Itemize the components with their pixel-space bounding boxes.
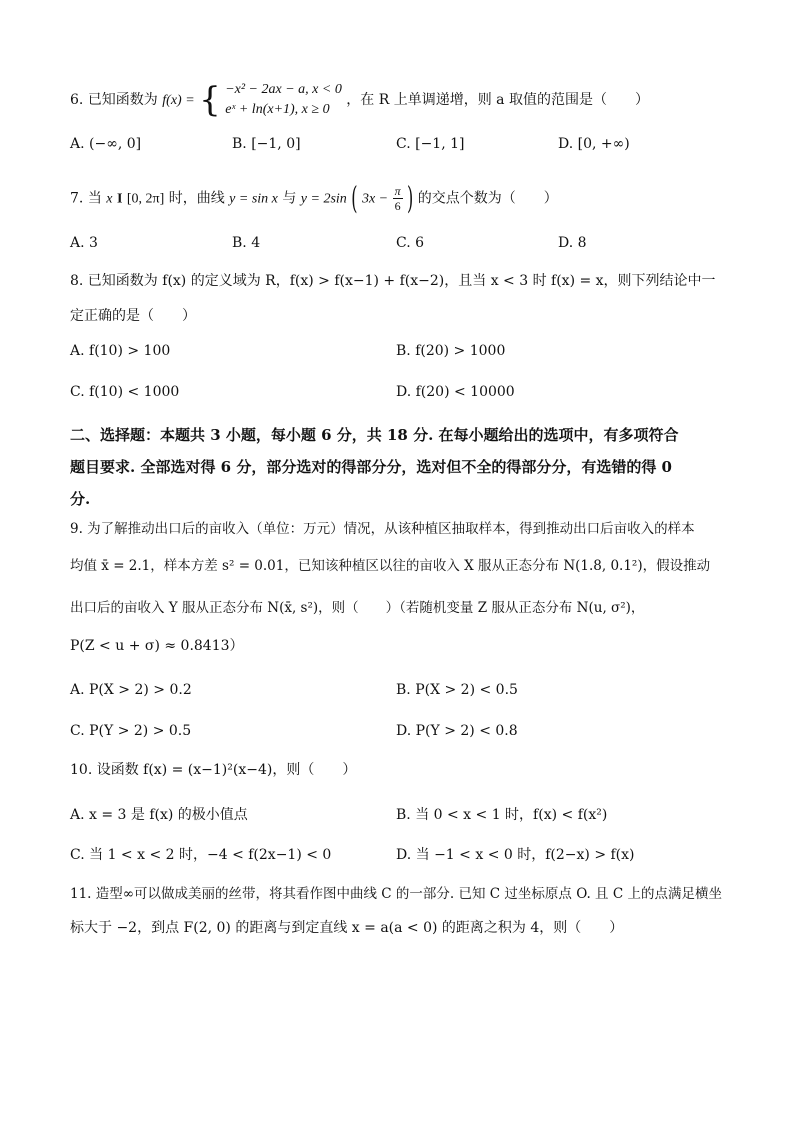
option-b: B. f(20) > 1000 (396, 343, 506, 359)
option-b: B. 4 (232, 235, 261, 251)
option-c: C. 当 1 < x < 2 时，−4 < f(2x−1) < 0 (70, 847, 332, 863)
variable: x (106, 191, 113, 207)
question-text-suffix: 的交点个数为（ ） (417, 190, 558, 207)
question-7-stem (70, 179, 558, 216)
option-d: D. 8 (558, 235, 587, 251)
option-b: B. 当 0 < x < 1 时，f(x) < f(x²) (396, 807, 608, 823)
function-label: f(x) = (162, 93, 195, 108)
question-text-suffix: ，在 R 上单调递增，则 a 取值的范围是（ ） (346, 92, 649, 108)
option-b: B. P(X > 2) < 0.5 (396, 682, 518, 698)
option-b: B. [−1, 0] (232, 136, 301, 152)
section-heading-line-2: 题目要求. 全部选对得 6 分，部分选对的得部分分，选对但不全的得部分分，有选错的得 0 (70, 458, 672, 476)
fraction-pi-over-6 (393, 184, 403, 213)
question-8-line-1: 8. 已知函数为 f(x) 的定义域为 R，f(x) > f(x−1) + f(x−2)，且当 x < 3 时 f(x) = x，则下列结论中一 (70, 273, 716, 289)
question-text: 时，曲线 (168, 190, 225, 207)
interval: [0, 2π] (126, 191, 165, 207)
option-d: D. 当 −1 < x < 0 时，f(2−x) > f(x) (396, 847, 635, 863)
question-11-line-2: 标大于 −2，到点 F(2, 0) 的距离与到定直线 x = a(a < 0) 的距离之积为 4，则（ ） (70, 920, 624, 936)
piece-2: eˣ + ln(x+1), x ≥ 0 (225, 102, 330, 117)
question-9-line-2: 均值 x̄ = 2.1，样本方差 s² = 0.01，已知该种植区以往的亩收入 X 服从正态分布 N(1.8, 0.1²)，假设推动 (70, 558, 711, 574)
option-c: C. [−1, 1] (396, 136, 465, 152)
question-text: 与 (282, 190, 297, 207)
piece-1: −x² − 2ax − a, x < 0 (225, 82, 342, 97)
curve-2: y = 2sin (300, 191, 347, 207)
curve-1: y = sin x (229, 191, 278, 207)
option-d: D. P(Y > 2) < 0.8 (396, 723, 518, 739)
question-6-stem (70, 80, 649, 120)
element-of-symbol: Ι (116, 191, 123, 207)
option-d: D. f(20) < 10000 (396, 384, 515, 400)
left-brace: { (199, 80, 221, 120)
question-text: 已知函数为 (87, 92, 158, 108)
curve-2-argument: 3x − (361, 191, 389, 207)
option-a: A. 3 (70, 235, 98, 251)
question-9-line-4: P(Z < u + σ) ≈ 0.8413） (70, 638, 244, 654)
piecewise-function (199, 80, 342, 120)
question-9-line-1: 9. 为了解推动出口后的亩收入（单位：万元）情况，从该种植区抽取样本，得到推动出口后亩收入的样本 (70, 521, 695, 537)
question-number: 7. (70, 190, 84, 207)
fraction-denominator: 6 (394, 199, 401, 213)
right-paren: ) (407, 179, 414, 216)
section-heading-line-3: 分. (70, 490, 91, 508)
section-heading-line-1: 二、选择题：本题共 3 小题，每小题 6 分，共 18 分. 在每小题给出的选项中，有多项符合 (70, 426, 679, 444)
option-c: C. 6 (396, 235, 425, 251)
question-11-line-1: 11. 造型∞可以做成美丽的丝带，将其看作图中曲线 C 的一部分. 已知 C 过坐标原点 O. 且 C 上的点满足横坐 (70, 886, 722, 902)
left-paren: ( (351, 179, 358, 216)
option-a: A. f(10) > 100 (70, 343, 171, 359)
fraction-numerator: π (394, 184, 401, 198)
option-a: A. P(X > 2) > 0.2 (70, 682, 192, 698)
option-a: A. x = 3 是 f(x) 的极小值点 (70, 807, 248, 823)
question-9-line-3: 出口后的亩收入 Y 服从正态分布 N(x̄, s²)，则（ ）（若随机变量 Z 服从正态分布 N(u, σ²)， (70, 600, 645, 616)
question-number: 6. (70, 92, 84, 108)
question-10-stem: 10. 设函数 f(x) = (x−1)²(x−4)，则（ ） (70, 762, 357, 778)
question-8-line-2: 定正确的是（ ） (70, 308, 196, 324)
option-c: C. f(10) < 1000 (70, 384, 180, 400)
question-text: 当 (87, 190, 102, 207)
option-a: A. (−∞, 0] (70, 136, 142, 152)
option-c: C. P(Y > 2) > 0.5 (70, 723, 192, 739)
option-d: D. [0, +∞) (558, 136, 630, 152)
